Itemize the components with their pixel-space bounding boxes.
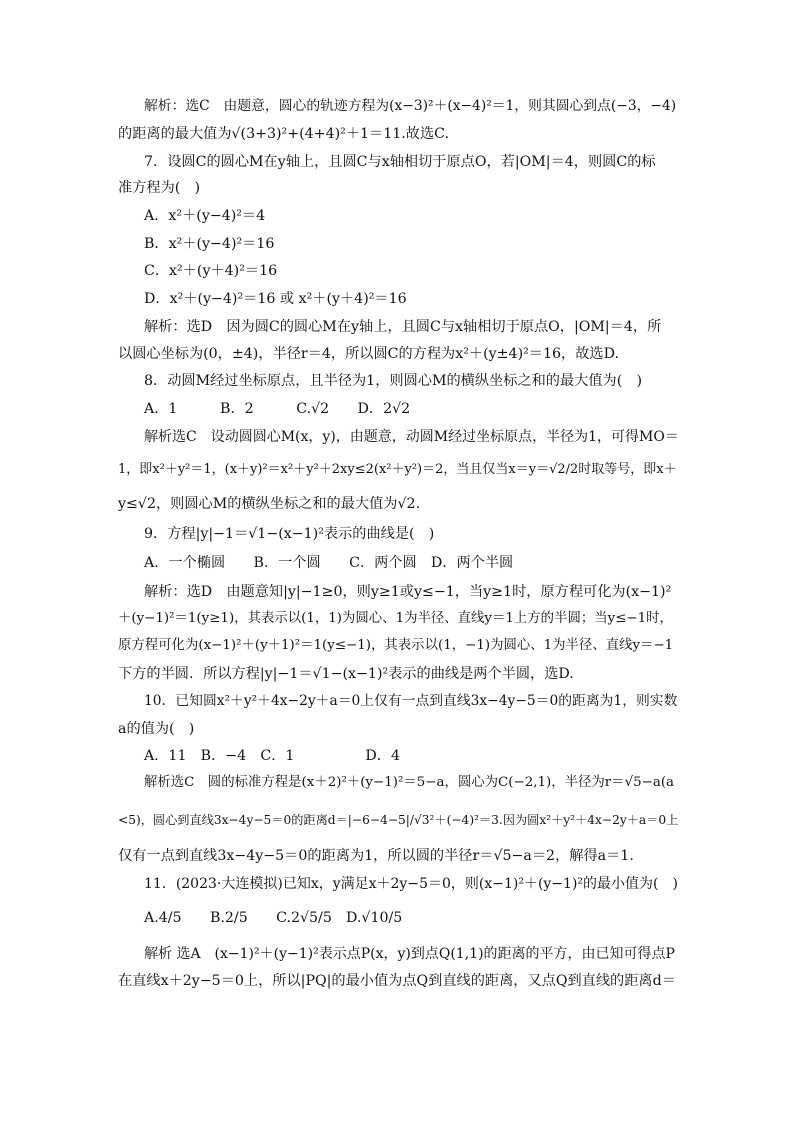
options-10: A．11 B．−4 C．1 D．4 bbox=[144, 748, 400, 764]
option-7a: A．x²＋(y−4)²＝4 bbox=[144, 208, 266, 224]
solution-line-10: 解析选C 圆的标准方程是(x＋2)²＋(y−1)²＝5−a，圆心为C(−2,1)，半径为r＝√5−a(a bbox=[144, 775, 675, 790]
question-7: 7．设圆C的圆心M在y轴上，且圆C与x轴相切于原点O，若|OM|＝4，则圆C的标 bbox=[144, 154, 656, 170]
solution-line-9-d: 下方的半圆．所以方程|y|−1＝√1−(x−1)²表示的曲线是两个半圆，选D. bbox=[118, 666, 574, 682]
solution-line-11-b: 在直线x＋2y−5＝0上，所以|PQ|的最小值为点Q到直线的距离，又点Q到直线的距离d＝ bbox=[118, 973, 676, 989]
solution-line-8: 解析选C 设动圆圆心M(x，y)，由题意，动圆M经过坐标原点，半径为1，可得MO＝ bbox=[144, 429, 679, 445]
solution-line-10-b: <5)，圆心到直线3x−4y−5＝0的距离d＝|−6−4−5|/√3²＋(−4)²＝3.因为圆x²＋y²＋4x−2y＋a＝0上 bbox=[118, 813, 679, 827]
solution-line-10-c: 仅有一点到直线3x−4y−5＝0的距离为1，所以圆的半径r＝√5−a＝2，解得a＝1. bbox=[118, 848, 634, 864]
question-7-cont: 准方程为( ) bbox=[118, 180, 201, 196]
solution-line-11: 解析 选A (x−1)²＋(y−1)²表示点P(x，y)到点Q(1,1)的距离的平方，由已知可得点P bbox=[144, 946, 675, 962]
options-8: A．1 B．2 C.√2 D．2√2 bbox=[144, 401, 411, 417]
solution-line-9: 解析：选D 由题意知|y|−1≥0，则y≥1或y≤−1，当y≥1时，原方程可化为(x−1)² bbox=[144, 584, 672, 600]
options-9: A．一个椭圆 B．一个圆 C．两个圆 D．两个半圆 bbox=[144, 555, 514, 571]
solution-line-8-c: y≤√2，则圆心M的横纵坐标之和的最大值为√2. bbox=[118, 496, 421, 512]
question-10-cont: a的值为( ) bbox=[118, 721, 195, 737]
option-7c: C．x²＋(y＋4)²＝16 bbox=[144, 263, 278, 279]
solution-line-6: 解析：选C 由题意，圆心的轨迹方程为(x−3)²＋(x−4)²＝1，则其圆心到点(−3，−4) bbox=[144, 98, 677, 114]
solution-line-7-cont: 以圆心坐标为(0，±4)，半径r＝4，所以圆C的方程为x²＋(y±4)²＝16，故选D. bbox=[118, 346, 619, 362]
solution-line-9-b: ＋(y−1)²＝1(y≥1)，其表示以(1，1)为圆心、1为半径、直线y＝1上方的半圆；当y≤−1时， bbox=[118, 611, 673, 626]
question-8: 8．动圆M经过坐标原点，且半径为1，则圆心M的横纵坐标之和的最大值为( ) bbox=[144, 373, 642, 389]
solution-line-6-cont: 的距离的最大值为√(3+3)²+(4+4)²＋1＝11.故选C. bbox=[118, 126, 450, 142]
option-7d: D．x²＋(y−4)²＝16 或 x²＋(y＋4)²＝16 bbox=[144, 291, 407, 307]
solution-line-8-b: 1，即x²＋y²＝1，(x＋y)²＝x²＋y²＋2xy≤2(x²＋y²)＝2，当且仅当x＝y＝√2/2时取等号，即x＋ bbox=[118, 462, 677, 477]
question-10: 10．已知圆x²＋y²＋4x−2y＋a＝0上仅有一点到直线3x−4y−5＝0的距离为1，则实数 bbox=[144, 693, 678, 709]
option-7b: B．x²＋(y−4)²＝16 bbox=[144, 236, 275, 252]
question-9: 9．方程|y|−1＝√1−(x−1)²表示的曲线是( ) bbox=[144, 526, 435, 542]
solution-line-9-c: 原方程可化为(x−1)²＋(y＋1)²＝1(y≤−1)，其表示以(1，−1)为圆心、1为半径、直线y＝−1 bbox=[118, 638, 674, 653]
options-11: A.4/5 B.2/5 C.2√5/5 D.√10/5 bbox=[144, 910, 403, 926]
question-11: 11．(2023·大连模拟)已知x，y满足x＋2y−5＝0，则(x−1)²＋(y−1)²的最小值为( ) bbox=[144, 876, 678, 892]
solution-line-7: 解析：选D 因为圆C的圆心M在y轴上，且圆C与x轴相切于原点O，|OM|＝4，所 bbox=[144, 319, 662, 335]
